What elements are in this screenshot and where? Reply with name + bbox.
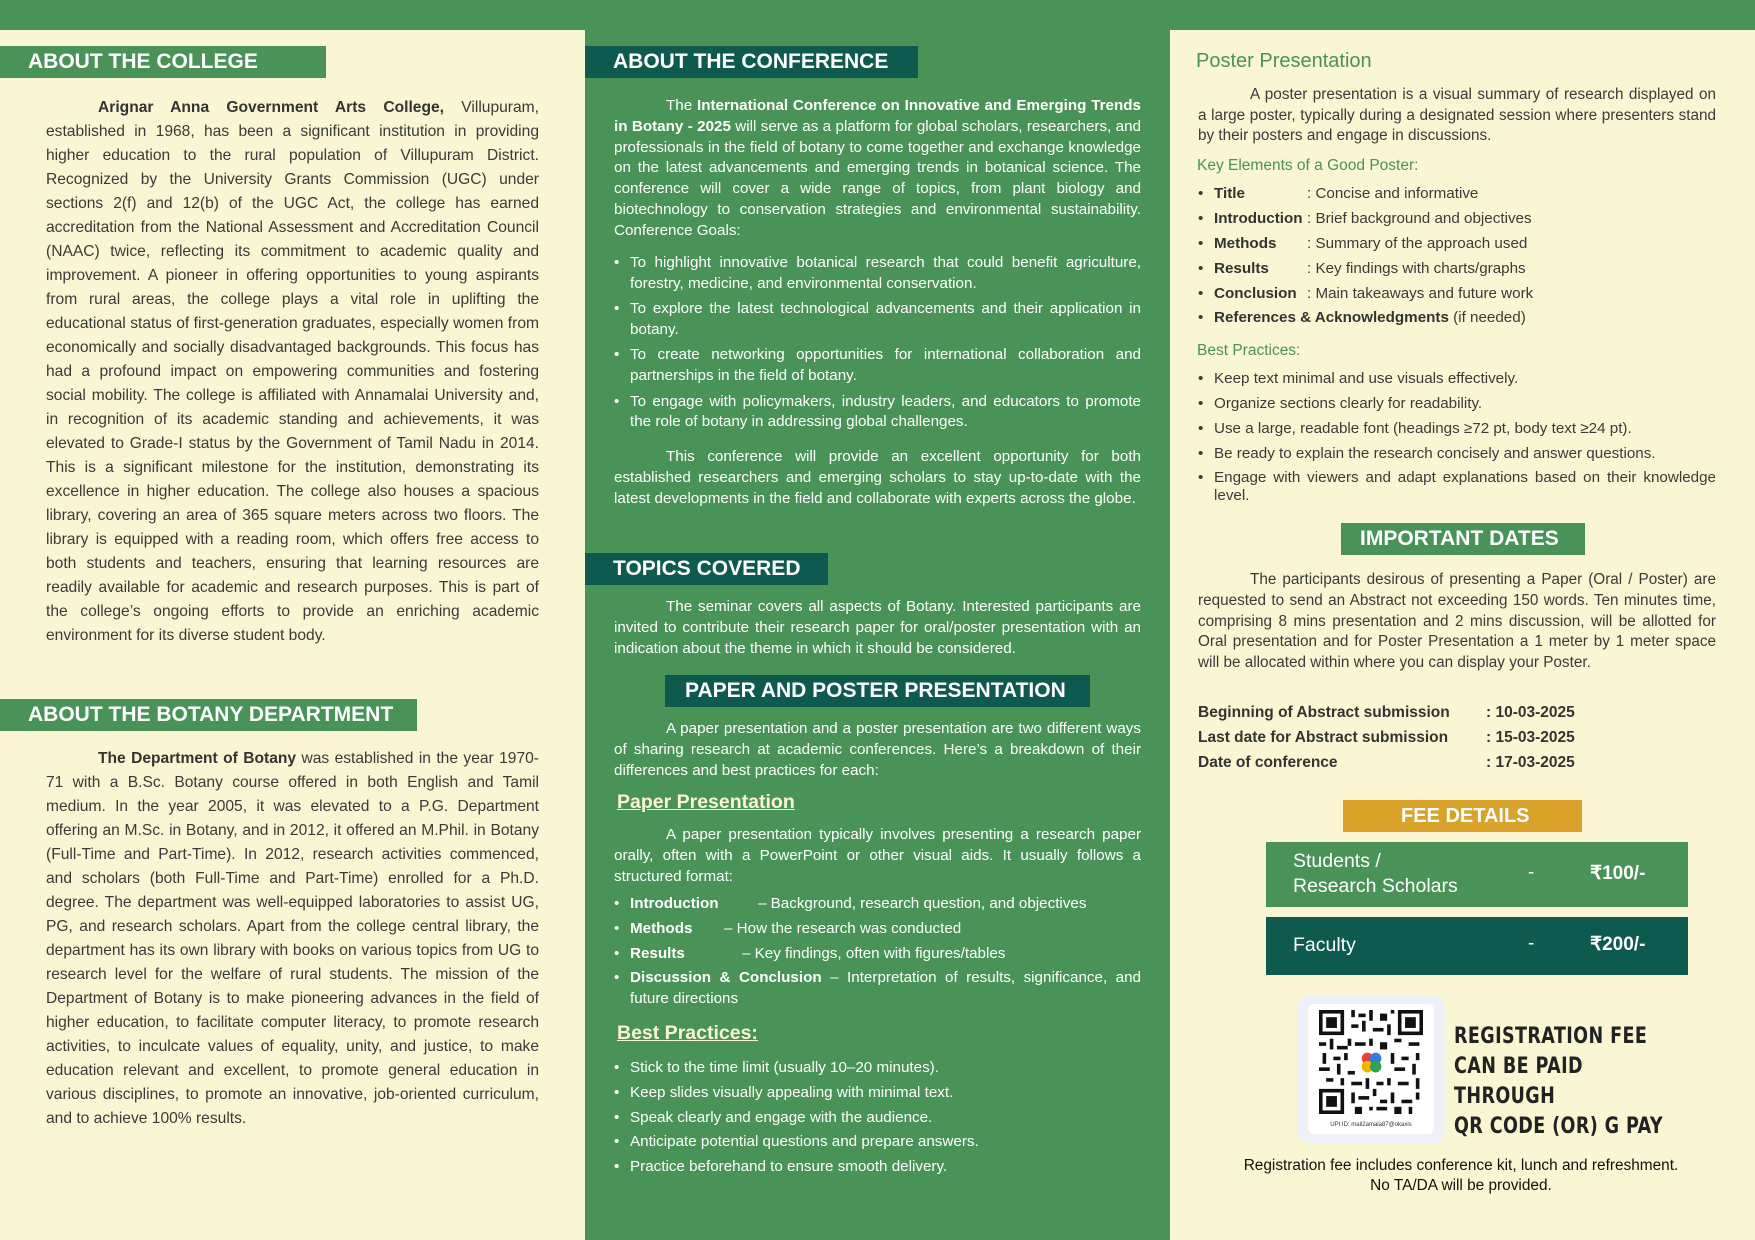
fee-row-faculty [1266,917,1688,975]
date-label: Beginning of Abstract submission [1198,704,1450,721]
about-department-text [46,747,539,1131]
format-item [614,968,1141,1010]
date-value: : 10-03-2025 [1486,704,1575,721]
fee-category-line1: Students / [1293,850,1381,872]
goal-item: • To create networking opportunities for international collaboration and partnerships in the field of botany. [614,345,1141,387]
date-item [1198,750,1575,775]
paper-best-practices-title: Best Practices: [617,1022,758,1044]
registration-line: QR CODE (OR) G PAY [1454,1113,1663,1139]
key-element-item [1198,259,1716,279]
conference-goals-list [614,253,1141,438]
column-middle [585,30,1170,1240]
college-name: Arignar Anna Government Arts College, [98,99,445,116]
poster-best-item: • Organize sections clearly for readability. [1198,394,1716,414]
element-term: Methods [1214,234,1277,252]
format-term: Results [630,944,685,962]
key-element-item [1198,234,1716,254]
element-desc: (if needed) [1448,309,1526,327]
fee-dash: - [1528,933,1535,954]
qr-code-card [1297,995,1445,1143]
fee-details-heading: FEE DETAILS [1343,800,1582,832]
poster-best-item: • Engage with viewers and adapt explanations based on their knowledge level. [1198,469,1716,505]
goal-item: • To explore the latest technological advancements and their application in botany. [614,299,1141,341]
date-label: Last date for Abstract submission [1198,729,1449,746]
format-desc: – How the research was conducted [724,919,962,937]
about-college-heading: ABOUT THE COLLEGE [0,46,326,78]
about-college-body: Villupuram, established in 1968, has been a significant institution in providing higher education to the rural population of Villupuram District. Recognized by the University Grants Commission (UGC) under sections 2(f) and 12(b) of the UGC Act, the college has earned accreditation from the National Assessment and Accreditation Council (NAAC) twice, reflecting its commitment to academic quality and improvement. A pioneer in offering opportunities to young aspirants from rural areas, the college plays a vital role in uplifting the educational status of first-generation graduates, especially women from economically and socially disadvantaged backgrounds. This focus has had a profound impact on empowering communities and fostering social mobility. The college is affiliated with Annamalai University and, in recognition of its academic standing and achievements, it was elevated to Grade-I status by the Government of Tamil Nadu in 2014. This is a significant milestone for the institution, demonstrating its excellence in higher education. The college also houses a spacious library, covering an area of 365 square meters across two floors. The library is equipped with a reading room, which offers free access to both students and teachers, ensuring that learning resources are readily available for academic and research purposes. This is part of the college’s ongoing efforts to provide an enriching academic environment for its diverse student body. [46,99,539,644]
best-practice-item: • Anticipate potential questions and prepare answers. [614,1132,1141,1153]
column-right [1170,30,1755,1240]
paper-presentation-title: Paper Presentation [617,791,795,813]
conference-closing-text: This conference will provide an excellent opportunity for both established researchers and emerging scholars to stay up-to-date with the latest developments in the field and collaborate with experts across the globe. [614,448,1141,507]
about-conference-heading: ABOUT THE CONFERENCE [585,46,918,78]
key-elements-list [1198,184,1716,333]
format-item [614,894,1141,915]
element-term: Introduction [1214,209,1303,227]
poster-best-item: • Use a large, readable font (headings ≥72 pt, body text ≥24 pt). [1198,419,1716,439]
about-department-body: was established in the year 1970-71 with a B.Sc. Botany course offered in both English and Tamil medium. In the year 2005, it was elevated to a P.G. Department offering an M.Sc. in Botany, and in 2012, it offered an M.Phil. in Botany (Full-Time and Part-Time). In 2012, research activities commenced, and scholars (both Full-Time and Part-Time) enrolled for a Ph.D. degree. The department was well-equipped laboratories to assist UG, PG, and research scholars. Apart from the college central library, the department has its own library with books on various topics from UG to research level for the welfare of rural students. The mission of the Department of Botany is to make pioneering advances in the field of higher education, to facilitate computer literacy, to promote research activities, to inculcate values of equality, unity, and justice, to make education relevant and excellent, to promote general education in various disciplines, to promote an innovative, job-oriented curriculum, and to achieve 100% results. [46,750,539,1127]
key-element-item [1198,209,1716,229]
format-item [614,944,1141,965]
fee-category [1293,849,1458,899]
important-dates-text: The participants desirous of presenting a Paper (Oral / Poster) are requested to send an Abstract not exceeding 150 words. Ten minutes time, comprising 8 mins presentation and 2 mins discussion, will be allotted for Oral presentation and for Poster Presentation a 1 meter by 1 meter space will be allocated within where you can display your Poster. [1198,571,1716,672]
format-term: Methods [630,919,693,937]
poster-best-practices-title: Best Practices: [1197,342,1301,359]
paper-presentation-text: A paper presentation typically involves presenting a research paper orally, often with a PowerPoint or other visual aids. It usually follows a structured format: [614,826,1141,885]
registration-fee-note: Registration fee includes conference kit, lunch and refreshment. No TA/DA will be provided. [1243,1157,1679,1194]
column-left [0,30,585,1240]
poster-presentation-text: A poster presentation is a visual summary of research displayed on a large poster, typically during a designated session where presenters stand by their posters and engage in discussions. [1198,86,1716,145]
poster-best-item: • Be ready to explain the research concisely and answer questions. [1198,444,1716,464]
goal-item: • To engage with policymakers, industry leaders, and educators to promote the role of botany in addressing global challenges. [614,392,1141,434]
element-desc: : Summary of the approach used [1307,234,1528,252]
element-term: Conclusion [1214,284,1297,302]
fee-category: Faculty [1293,934,1356,956]
conference-name: International Conference on Innovative and Emerging Trends in Botany - 2025 [614,97,1142,135]
poster-best-item: • Keep text minimal and use visuals effectively. [1198,369,1716,389]
poster-presentation-title: Poster Presentation [1196,50,1372,72]
paper-format-list [614,894,1141,1014]
element-desc: : Main takeaways and future work [1307,284,1534,302]
format-desc: – Interpretation of results, significance, and future directions [630,969,1141,1008]
date-label: Date of conference [1198,754,1338,771]
best-practice-item: • Practice beforehand to ensure smooth delivery. [614,1157,1141,1178]
element-term: Results [1214,259,1269,277]
about-college-text [46,96,539,648]
best-practice-item: • Speak clearly and engage with the audience. [614,1108,1141,1129]
best-practice-item: • Stick to the time limit (usually 10–20 minutes). [614,1058,1141,1079]
dates-list [1198,700,1575,775]
paper-poster-heading: PAPER AND POSTER PRESENTATION [665,675,1090,707]
format-term: Introduction [630,895,719,912]
fee-dash: - [1528,862,1535,883]
top-band [0,0,1755,30]
fee-price: ₹200/- [1590,934,1646,955]
date-value: : 17-03-2025 [1486,754,1575,771]
topics-covered-text: The seminar covers all aspects of Botany. Interested participants are invited to contribute their research paper for oral/poster presentation with an indication about the theme in which it should be considered. [614,598,1141,657]
registration-line: CAN BE PAID THROUGH [1454,1053,1583,1109]
qr-code-icon [1319,1010,1423,1114]
key-elements-title: Key Elements of a Good Poster: [1197,157,1419,174]
date-item [1198,725,1575,750]
poster-best-practices-list [1198,369,1716,510]
fee-category-line2: Research Scholars [1293,875,1458,897]
upi-id-text: UPI ID: mail2amala87@okaxis [1330,1122,1412,1128]
format-term: Discussion & Conclusion [630,969,822,987]
conference-intro-prefix: The [666,97,697,114]
element-desc: : Brief background and objectives [1307,209,1532,227]
important-dates-heading: IMPORTANT DATES [1341,523,1585,555]
element-desc: : Key findings with charts/graphs [1307,259,1526,277]
about-conference-text [614,96,1141,242]
element-term: Title [1214,185,1245,202]
best-practice-item: • Keep slides visually appealing with minimal text. [614,1083,1141,1104]
registration-payment-text [1454,1021,1689,1141]
about-department-heading: ABOUT THE BOTANY DEPARTMENT [0,699,417,731]
key-element-item [1198,308,1716,328]
element-desc: : Concise and informative [1307,185,1479,202]
key-element-item [1198,184,1716,204]
registration-line: REGISTRATION FEE [1454,1023,1648,1049]
goal-item: • To highlight innovative botanical research that could benefit agriculture, forestry, medicine, and environmental conservation. [614,253,1141,295]
date-item [1198,700,1575,725]
fee-price: ₹100/- [1590,863,1646,884]
element-term: References & Acknowledgments [1214,309,1449,327]
format-desc: – Background, research question, and objectives [758,895,1087,912]
format-item [614,919,1141,940]
fee-row-students [1266,842,1688,907]
paper-best-practices-list [614,1058,1141,1182]
qr-code-frame [1308,1004,1434,1134]
format-desc: – Key findings, often with figures/tables [742,944,1006,962]
department-name: The Department of Botany [98,750,297,767]
key-element-item [1198,284,1716,304]
paper-poster-intro: A paper presentation and a poster presentation are two different ways of sharing research at academic conferences. Here’s a breakdown of their differences and best practices for each: [614,720,1141,779]
topics-covered-heading: TOPICS COVERED [585,553,828,585]
about-conference-body: will serve as a platform for global scholars, researchers, and professionals in the field of botany to come together and exchange knowledge on the latest advancements and emerging trends in botanical science. The conference will cover a wide range of topics, from plant biology and biotechnology to conservation strategies and environmental sustainability. Conference Goals: [614,117,1141,239]
date-value: : 15-03-2025 [1486,729,1575,746]
